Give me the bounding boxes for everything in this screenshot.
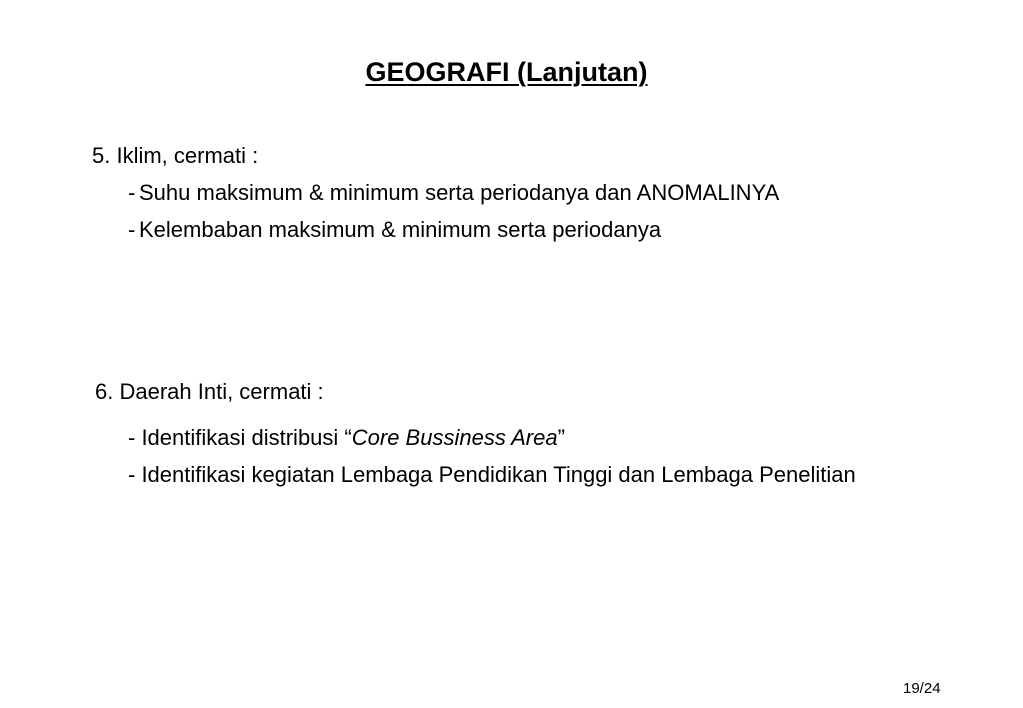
bullet-lembaga: - Identifikasi kegiatan Lembaga Pendidikan Tinggi dan Lembaga Penelitian — [128, 462, 856, 487]
section-heading-daerah-inti: 6. Daerah Inti, cermati : — [95, 379, 324, 404]
bullet-text-prefix: - Identifikasi distribusi “ — [128, 425, 352, 450]
bullet-text: Suhu maksimum & minimum serta periodanya dan ANOMALINYA — [139, 180, 780, 205]
slide-title: GEOGRAFI (Lanjutan) — [365, 57, 648, 87]
bullet-core-business-area — [128, 424, 565, 452]
page-number: 19/24 — [903, 680, 941, 697]
section-heading-iklim: 5. Iklim, cermati : — [92, 143, 259, 168]
bullet-kelembaban — [128, 216, 661, 244]
bullet-dash: - — [128, 217, 136, 242]
bullet-text-italic: Core Bussiness Area — [351, 425, 558, 450]
bullet-dash: - — [128, 180, 136, 205]
bullet-text-suffix: ” — [557, 425, 565, 450]
bullet-text: Kelembaban maksimum & minimum serta periodanya — [139, 217, 662, 242]
bullet-suhu — [128, 179, 779, 207]
